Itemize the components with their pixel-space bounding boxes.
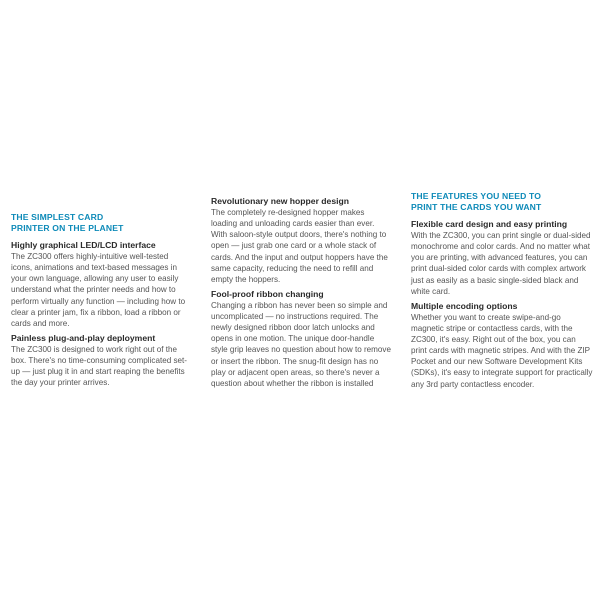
middle-section-hopper <box>211 196 391 285</box>
middle-section-1-title: Revolutionary new hopper design <box>211 196 349 206</box>
right-section-2-title: Multiple encoding options <box>411 300 518 311</box>
left-column <box>11 212 191 392</box>
left-heading-line-2: PRINTER ON THE PLANET <box>11 223 124 233</box>
right-heading-line-2: PRINT THE CARDS YOU WANT <box>411 202 542 212</box>
right-column <box>411 191 593 394</box>
middle-section-2-body: Changing a ribbon has never been so simple and uncomplicated — no instructions required. The newly designed ribbon door latch unlocks and opens in one motion. The unique door-handle style grip leaves no question about how to remove or insert the ribbon. The snug-fit design has no play or adjacent open areas, so there's never a question about whether the ribbon is installed <box>211 301 391 388</box>
left-heading-line-1: THE SIMPLEST CARD <box>11 212 104 222</box>
right-section-2-body: Whether you want to create swipe-and-go magnetic stripe or contactless cards, with the ZC300, it's easy. Right out of the box, you can print cards with magnetic stripes. And with the ZIP Pocket and our new Software Development Kits (SDKs), it's easy to integrate support for practically any 3rd party contactless encoder. <box>411 312 593 389</box>
right-section-encoding <box>411 301 593 390</box>
right-section-1-title: Flexible card design and easy printing <box>411 219 568 229</box>
right-section-design <box>411 219 593 297</box>
left-section-2-body: The ZC300 is designed to work right out of the box. There's no time-consuming complicated set-up — just plug it in and start reaping the benefits the day your printer arrives. <box>11 345 187 388</box>
middle-column <box>211 196 391 393</box>
right-column-heading <box>411 191 593 213</box>
left-section-interface <box>11 240 191 329</box>
left-section-2-title: Painless plug-and-play deployment <box>11 332 156 343</box>
left-section-1-title: Highly graphical LED/LCD interface <box>11 240 156 250</box>
right-heading-line-1: THE FEATURES YOU NEED TO <box>411 191 542 201</box>
middle-section-ribbon <box>211 289 391 389</box>
middle-section-2-title: Fool-proof ribbon changing <box>211 288 324 299</box>
left-section-deployment <box>11 333 191 389</box>
middle-section-1-body: The completely re-designed hopper makes loading and unloading cards easier than ever. With saloon-style output doors, there's nothing to open — just grab one card or a whole stack of cards. And the input and output hoppers have the same capacity, reducing the need to refill and empty the hoppers. <box>211 208 388 284</box>
left-column-heading <box>11 212 191 234</box>
left-section-1-body: The ZC300 offers highly-intuitive well-tested icons, animations and text-based messages in your own language, allowing any user to easily understand what the printer needs and how to perform virtually any function — including how to clear a printer jam, fix a ribbon, load a ribbon or cards and more. <box>11 252 186 328</box>
right-section-1-body: With the ZC300, you can print single or dual-sided monochrome and color cards. And no matter what you are printing, with advanced features, you can print dual-sided color cards with complex artwork just as easily as a basic single-sided black and white card. <box>411 231 591 296</box>
